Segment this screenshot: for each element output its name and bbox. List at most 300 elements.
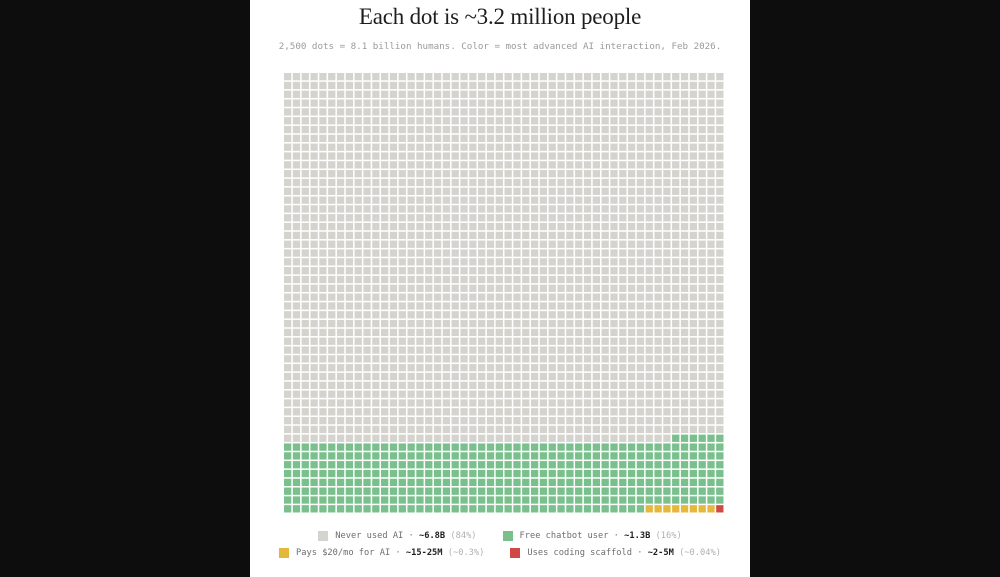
- dot-never: [681, 373, 688, 380]
- dot-never: [531, 91, 538, 98]
- dot-never: [460, 258, 467, 265]
- dot-never: [452, 214, 459, 221]
- dot-never: [716, 294, 723, 301]
- dot-never: [690, 329, 697, 336]
- dot-never: [628, 91, 635, 98]
- dot-never: [619, 117, 626, 124]
- dot-free: [390, 488, 397, 495]
- dot-never: [513, 196, 520, 203]
- dot-free: [390, 461, 397, 468]
- dot-free: [284, 461, 291, 468]
- dot-never: [513, 302, 520, 309]
- dot-free: [699, 443, 706, 450]
- dot-never: [505, 417, 512, 424]
- dot-never: [602, 223, 609, 230]
- dot-never: [434, 426, 441, 433]
- dot-never: [487, 108, 494, 115]
- dot-never: [654, 73, 661, 80]
- dot-never: [716, 241, 723, 248]
- dot-never: [707, 399, 714, 406]
- dot-never: [460, 373, 467, 380]
- dot-never: [575, 435, 582, 442]
- dot-never: [487, 382, 494, 389]
- dot-never: [575, 364, 582, 371]
- dot-never: [355, 126, 362, 133]
- dot-never: [654, 435, 661, 442]
- dot-never: [505, 338, 512, 345]
- dot-never: [628, 258, 635, 265]
- dot-never: [637, 179, 644, 186]
- dot-never: [716, 408, 723, 415]
- dot-never: [699, 258, 706, 265]
- dot-never: [328, 117, 335, 124]
- dot-never: [310, 294, 317, 301]
- dot-free: [425, 505, 432, 512]
- dot-never: [549, 152, 556, 159]
- dot-free: [584, 452, 591, 459]
- dot-never: [337, 382, 344, 389]
- dot-never: [690, 135, 697, 142]
- dot-never: [663, 241, 670, 248]
- dot-never: [716, 338, 723, 345]
- dot-never: [337, 135, 344, 142]
- dot-never: [716, 302, 723, 309]
- dot-never: [372, 126, 379, 133]
- dot-never: [372, 294, 379, 301]
- dot-never: [390, 294, 397, 301]
- dot-never: [540, 135, 547, 142]
- dot-never: [505, 73, 512, 80]
- dot-never: [663, 170, 670, 177]
- dot-free: [407, 470, 414, 477]
- dot-never: [707, 91, 714, 98]
- dot-never: [557, 188, 564, 195]
- dot-never: [522, 258, 529, 265]
- dot-never: [575, 373, 582, 380]
- dot-never: [460, 179, 467, 186]
- dot-never: [399, 117, 406, 124]
- dot-never: [690, 249, 697, 256]
- dot-never: [654, 188, 661, 195]
- dot-never: [328, 82, 335, 89]
- dot-never: [372, 241, 379, 248]
- dot-never: [487, 399, 494, 406]
- dot-never: [707, 241, 714, 248]
- dot-never: [452, 285, 459, 292]
- dot-never: [478, 214, 485, 221]
- dot-never: [363, 346, 370, 353]
- dot-never: [672, 249, 679, 256]
- dot-never: [619, 382, 626, 389]
- dot-free: [416, 479, 423, 486]
- dot-never: [557, 311, 564, 318]
- dot-free: [566, 479, 573, 486]
- dot-never: [646, 232, 653, 239]
- dot-never: [654, 408, 661, 415]
- dot-coding: [716, 505, 723, 512]
- dot-free: [416, 470, 423, 477]
- dot-never: [531, 170, 538, 177]
- dot-never: [478, 126, 485, 133]
- dot-never: [584, 346, 591, 353]
- dot-never: [487, 417, 494, 424]
- dot-never: [505, 108, 512, 115]
- dot-never: [646, 426, 653, 433]
- dot-never: [399, 99, 406, 106]
- dot-never: [478, 73, 485, 80]
- dot-never: [302, 426, 309, 433]
- dot-never: [557, 82, 564, 89]
- dot-never: [707, 355, 714, 362]
- dot-never: [505, 152, 512, 159]
- dot-never: [425, 232, 432, 239]
- dot-free: [328, 461, 335, 468]
- dot-free: [469, 443, 476, 450]
- dot-never: [434, 196, 441, 203]
- dot-never: [513, 241, 520, 248]
- dot-never: [478, 302, 485, 309]
- dot-never: [505, 426, 512, 433]
- dot-never: [469, 73, 476, 80]
- dot-never: [487, 241, 494, 248]
- dot-never: [575, 214, 582, 221]
- dot-never: [531, 152, 538, 159]
- dot-never: [557, 435, 564, 442]
- dot-never: [363, 223, 370, 230]
- dot-never: [452, 152, 459, 159]
- dot-never: [452, 302, 459, 309]
- dot-never: [381, 267, 388, 274]
- dot-never: [407, 108, 414, 115]
- dot-never: [478, 338, 485, 345]
- dot-free: [690, 470, 697, 477]
- dot-never: [284, 214, 291, 221]
- dot-never: [372, 232, 379, 239]
- dot-never: [363, 170, 370, 177]
- dot-never: [284, 144, 291, 151]
- dot-never: [337, 417, 344, 424]
- dot-free: [452, 461, 459, 468]
- dot-never: [672, 311, 679, 318]
- dot-never: [407, 117, 414, 124]
- dot-never: [425, 205, 432, 212]
- dot-never: [293, 135, 300, 142]
- dot-never: [452, 329, 459, 336]
- dot-never: [610, 117, 617, 124]
- dot-never: [531, 320, 538, 327]
- dot-never: [487, 126, 494, 133]
- dot-never: [355, 408, 362, 415]
- dot-free: [399, 461, 406, 468]
- dot-never: [654, 329, 661, 336]
- dot-free: [372, 461, 379, 468]
- dot-never: [637, 294, 644, 301]
- dot-never: [355, 135, 362, 142]
- dot-never: [302, 108, 309, 115]
- dot-free: [716, 470, 723, 477]
- dot-never: [407, 382, 414, 389]
- dot-never: [522, 117, 529, 124]
- dot-never: [478, 108, 485, 115]
- dot-never: [699, 249, 706, 256]
- dot-free: [328, 479, 335, 486]
- dot-never: [381, 391, 388, 398]
- dot-never: [328, 258, 335, 265]
- dot-never: [663, 152, 670, 159]
- dot-never: [531, 73, 538, 80]
- dot-never: [566, 152, 573, 159]
- dot-never: [549, 355, 556, 362]
- dot-never: [566, 205, 573, 212]
- dot-never: [469, 276, 476, 283]
- dot-never: [293, 382, 300, 389]
- dot-never: [513, 91, 520, 98]
- dot-never: [460, 241, 467, 248]
- dot-never: [443, 391, 450, 398]
- dot-never: [310, 241, 317, 248]
- dot-never: [531, 241, 538, 248]
- dot-free: [602, 488, 609, 495]
- dot-never: [284, 364, 291, 371]
- dot-free: [672, 470, 679, 477]
- dot-never: [293, 338, 300, 345]
- dot-never: [399, 196, 406, 203]
- dot-never: [522, 108, 529, 115]
- dot-never: [549, 126, 556, 133]
- dot-never: [346, 329, 353, 336]
- dot-never: [654, 426, 661, 433]
- dot-never: [540, 426, 547, 433]
- dot-never: [399, 241, 406, 248]
- dot-never: [672, 417, 679, 424]
- dot-never: [478, 391, 485, 398]
- dot-free: [319, 461, 326, 468]
- dot-never: [416, 311, 423, 318]
- dot-never: [381, 196, 388, 203]
- dot-never: [434, 214, 441, 221]
- dot-never: [319, 196, 326, 203]
- dot-free: [381, 488, 388, 495]
- dot-free: [707, 435, 714, 442]
- dot-never: [284, 117, 291, 124]
- dot-never: [381, 373, 388, 380]
- dot-never: [575, 426, 582, 433]
- dot-never: [372, 117, 379, 124]
- dot-never: [328, 196, 335, 203]
- dot-free: [390, 496, 397, 503]
- dot-free: [716, 452, 723, 459]
- dot-never: [619, 285, 626, 292]
- chart-title: Each dot is ~3.2 million people: [358, 4, 642, 29]
- dot-never: [549, 382, 556, 389]
- dot-never: [487, 170, 494, 177]
- dot-free: [505, 496, 512, 503]
- dot-never: [584, 276, 591, 283]
- dot-free: [575, 470, 582, 477]
- dot-never: [628, 232, 635, 239]
- dot-never: [452, 241, 459, 248]
- dot-never: [452, 99, 459, 106]
- dot-never: [513, 258, 520, 265]
- dot-free: [663, 452, 670, 459]
- dot-never: [557, 355, 564, 362]
- dot-never: [584, 126, 591, 133]
- dot-never: [602, 82, 609, 89]
- dot-free: [513, 443, 520, 450]
- dot-never: [460, 355, 467, 362]
- dot-never: [337, 320, 344, 327]
- dot-never: [566, 435, 573, 442]
- dot-never: [619, 417, 626, 424]
- dot-free: [478, 505, 485, 512]
- dot-never: [425, 320, 432, 327]
- dot-never: [716, 161, 723, 168]
- dot-free: [496, 443, 503, 450]
- dot-never: [619, 435, 626, 442]
- dot-never: [381, 382, 388, 389]
- dot-never: [337, 355, 344, 362]
- dot-never: [407, 320, 414, 327]
- dot-never: [328, 355, 335, 362]
- dot-never: [390, 117, 397, 124]
- dot-never: [337, 373, 344, 380]
- dot-never: [452, 258, 459, 265]
- dot-never: [452, 417, 459, 424]
- dot-free: [496, 461, 503, 468]
- dot-never: [381, 285, 388, 292]
- dot-free: [469, 488, 476, 495]
- dot-never: [505, 276, 512, 283]
- dot-never: [337, 302, 344, 309]
- dot-never: [363, 161, 370, 168]
- dot-free: [293, 479, 300, 486]
- dot-never: [513, 338, 520, 345]
- dot-free: [681, 443, 688, 450]
- dot-never: [610, 346, 617, 353]
- dot-never: [319, 241, 326, 248]
- dot-never: [610, 408, 617, 415]
- dot-never: [399, 161, 406, 168]
- dot-never: [522, 223, 529, 230]
- dot-free: [699, 461, 706, 468]
- dot-never: [416, 294, 423, 301]
- dot-never: [707, 232, 714, 239]
- dot-never: [646, 302, 653, 309]
- dot-free: [549, 496, 556, 503]
- dot-free: [425, 461, 432, 468]
- dot-never: [399, 73, 406, 80]
- dot-never: [522, 126, 529, 133]
- dot-never: [363, 188, 370, 195]
- dot-never: [469, 382, 476, 389]
- dot-never: [505, 135, 512, 142]
- dot-never: [575, 135, 582, 142]
- dot-free: [293, 443, 300, 450]
- dot-never: [654, 196, 661, 203]
- dot-free: [663, 488, 670, 495]
- dot-free: [443, 496, 450, 503]
- dot-never: [381, 329, 388, 336]
- dot-never: [549, 179, 556, 186]
- dot-never: [610, 302, 617, 309]
- dot-never: [496, 108, 503, 115]
- dot-never: [310, 188, 317, 195]
- dot-never: [425, 249, 432, 256]
- dot-never: [390, 382, 397, 389]
- dot-never: [699, 417, 706, 424]
- dot-never: [619, 223, 626, 230]
- dot-never: [681, 249, 688, 256]
- dot-never: [610, 161, 617, 168]
- dot-free: [425, 452, 432, 459]
- dot-free: [646, 461, 653, 468]
- dot-never: [549, 135, 556, 142]
- dot-free: [522, 479, 529, 486]
- dot-never: [522, 399, 529, 406]
- dot-never: [522, 417, 529, 424]
- dot-never: [407, 214, 414, 221]
- dot-never: [619, 338, 626, 345]
- dot-free: [310, 452, 317, 459]
- dot-never: [381, 135, 388, 142]
- dot-never: [690, 276, 697, 283]
- dot-never: [699, 99, 706, 106]
- dot-never: [610, 294, 617, 301]
- dot-never: [602, 408, 609, 415]
- dot-never: [628, 302, 635, 309]
- dot-never: [328, 170, 335, 177]
- dot-never: [443, 232, 450, 239]
- dot-never: [672, 373, 679, 380]
- dot-never: [434, 126, 441, 133]
- dot-never: [310, 329, 317, 336]
- dot-never: [443, 338, 450, 345]
- dot-never: [557, 91, 564, 98]
- dot-never: [610, 108, 617, 115]
- dot-never: [337, 205, 344, 212]
- dot-never: [593, 214, 600, 221]
- dot-paid: [681, 505, 688, 512]
- dot-never: [619, 258, 626, 265]
- dot-never: [478, 179, 485, 186]
- dot-never: [319, 223, 326, 230]
- dot-never: [407, 338, 414, 345]
- dot-never: [310, 214, 317, 221]
- dot-never: [390, 135, 397, 142]
- dot-never: [346, 126, 353, 133]
- dot-never: [310, 117, 317, 124]
- dot-never: [593, 188, 600, 195]
- dot-never: [699, 320, 706, 327]
- dot-free: [628, 505, 635, 512]
- dot-never: [610, 82, 617, 89]
- dot-never: [469, 188, 476, 195]
- dot-free: [469, 470, 476, 477]
- dot-never: [690, 417, 697, 424]
- dot-never: [531, 144, 538, 151]
- dot-never: [443, 117, 450, 124]
- dot-never: [575, 241, 582, 248]
- dot-never: [531, 302, 538, 309]
- dot-never: [363, 196, 370, 203]
- dot-never: [531, 99, 538, 106]
- dot-never: [328, 232, 335, 239]
- dot-never: [319, 346, 326, 353]
- dot-never: [672, 99, 679, 106]
- dot-never: [557, 338, 564, 345]
- dot-free: [372, 470, 379, 477]
- dot-never: [628, 152, 635, 159]
